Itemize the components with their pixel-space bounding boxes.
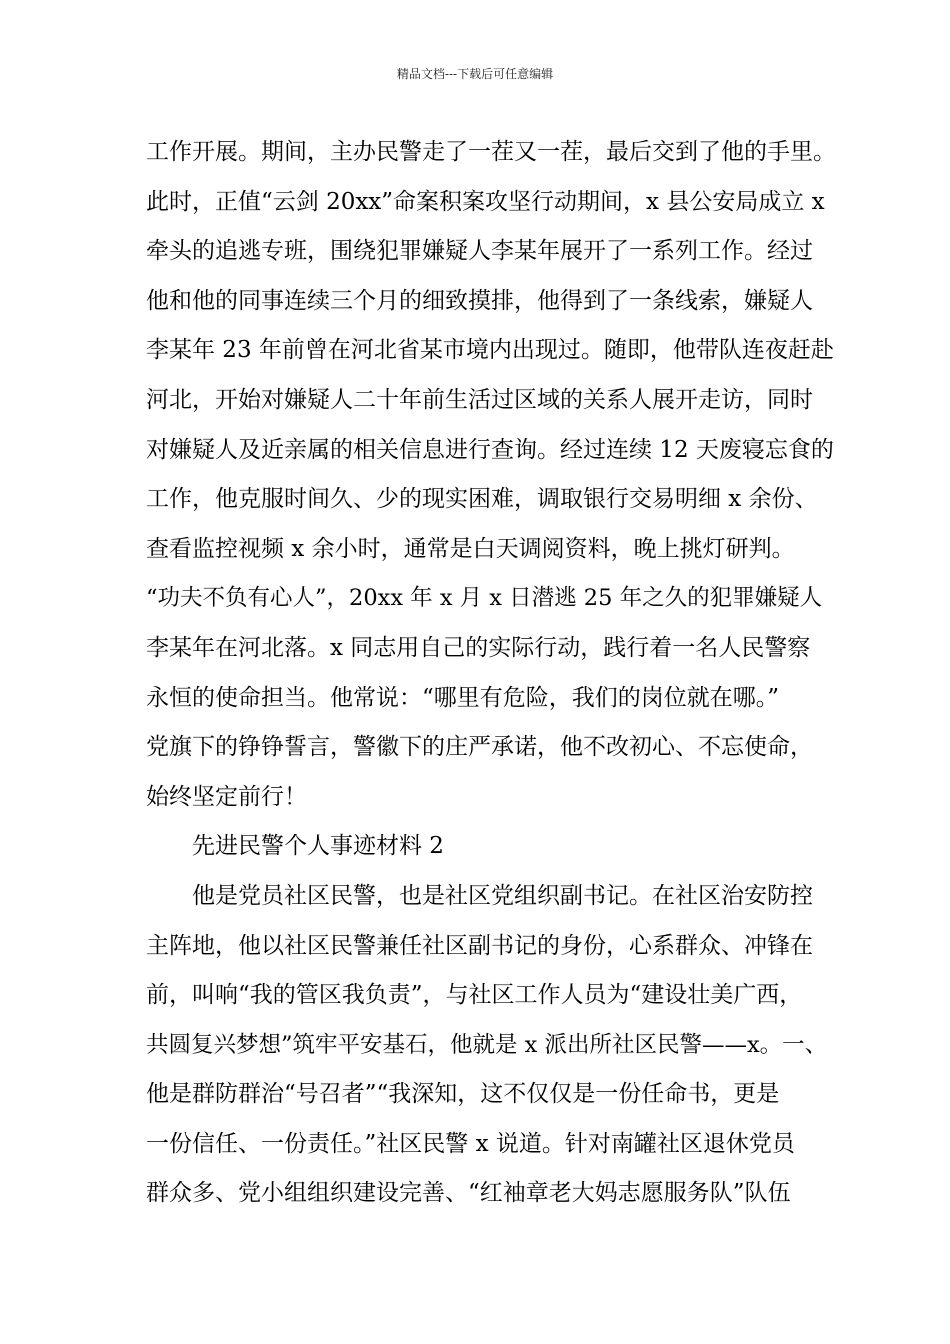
text-line: 一份信任、一份责任。”社区民警 x 说道。针对南罐社区退休党员 bbox=[146, 1130, 795, 1157]
text-line: 工作，他克服时间久、少的现实困难，调取银行交易明细 x 余份、 bbox=[146, 486, 818, 513]
text-line: 李某年在河北落。x 同志用自己的实际行动，践行着一名人民警察 bbox=[146, 634, 811, 661]
text-line: 牵头的追逃专班，围绕犯罪嫌疑人李某年展开了一系列工作。经过 bbox=[146, 238, 813, 265]
text-line: 查看监控视频 x 余小时，通常是白天调阅资料，晚上挑灯研判。 bbox=[146, 535, 795, 562]
text-line: 党旗下的铮铮誓言，警徽下的庄严承诺，他不改初心、不忘使命， bbox=[146, 734, 813, 761]
text-line: 主阵地，他以社区民警兼任社区副书记的身份，心系群众、冲锋在 bbox=[146, 932, 813, 959]
document-body bbox=[146, 128, 836, 1219]
text-line: 工作开展。期间，主办民警走了一茬又一茬，最后交到了他的手里。 bbox=[146, 139, 836, 165]
text-line: 他和他的同事连续三个月的细致摸排，他得到了一条线索，嫌疑人 bbox=[146, 287, 813, 314]
text-line: 共圆复兴梦想”筑牢平安基石，他就是 x 派出所社区民警——x。一、 bbox=[146, 1031, 828, 1058]
text-line: 李某年 23 年前曾在河北省某市境内出现过。随即，他带队连夜赶赴 bbox=[146, 337, 834, 364]
text-line: 他是党员社区民警，也是社区党组织副书记。在社区治安防控 bbox=[192, 882, 813, 909]
section-heading: 先进民警个人事迹材料 2 bbox=[192, 833, 444, 860]
text-line: 群众多、党小组组织建设完善、“红袖章老大妈志愿服务队”队伍 bbox=[146, 1180, 791, 1207]
text-line: 前，叫响“我的管区我负责”，与社区工作人员为“建设壮美广西， bbox=[146, 982, 803, 1009]
text-line: 他是群防群治“号召者”“我深知，这不仅仅是一份任命书，更是 bbox=[146, 1081, 780, 1108]
text-line: 始终坚定前行！ bbox=[146, 783, 307, 810]
page-header: 精品文档---下载后可任意编辑 bbox=[396, 67, 554, 81]
text-line: 永恒的使命担当。他常说：“哪里有危险，我们的岗位就在哪。” bbox=[146, 684, 780, 711]
text-line: “功夫不负有心人”，20xx 年 x 月 x 日潜逃 25 年之久的犯罪嫌疑人 bbox=[146, 585, 823, 612]
text-line: 河北，开始对嫌疑人二十年前生活过区域的关系人展开走访，同时 bbox=[146, 386, 813, 413]
text-line: 对嫌疑人及近亲属的相关信息进行查询。经过连续 12 天废寝忘食的 bbox=[146, 436, 834, 463]
text-line: 此时，正值“云剑 20xx”命案积案攻坚行动期间，x 县公安局成立 x bbox=[146, 188, 825, 215]
